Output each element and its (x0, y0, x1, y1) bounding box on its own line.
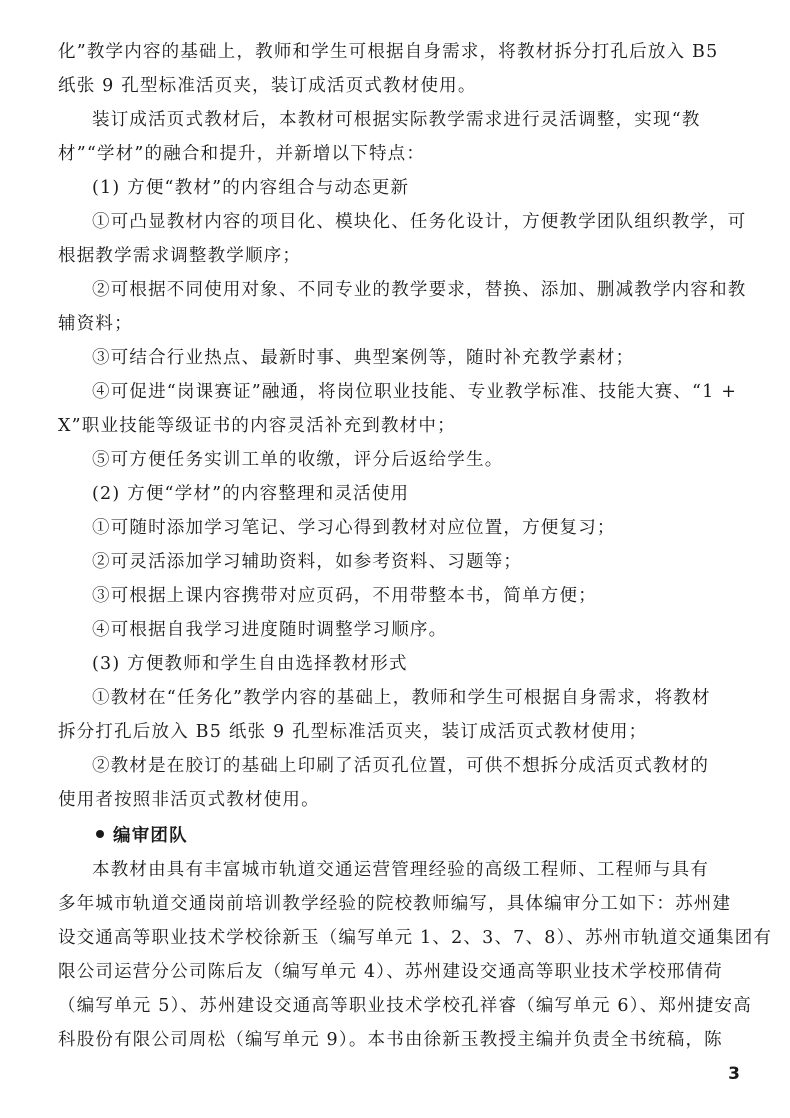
paragraph-line: 使用者按照非活页式教材使用。 (58, 790, 320, 810)
paragraph-line: 设交通高等职业技术学校徐新玉（编写单元 1、2、3、7、8）、苏州市轨道交通集团有 (58, 928, 773, 948)
paragraph-line: ②可根据不同使用对象、不同专业的教学要求，替换、添加、删减教学内容和教 (92, 280, 747, 300)
paragraph-line: 装订成活页式教材后，本教材可根据实际教学需求进行灵活调整，实现“教 (92, 110, 701, 130)
paragraph-line: 本教材由具有丰富城市轨道交通运营管理经验的高级工程师、工程师与具有 (92, 860, 710, 880)
paragraph-line: ④可促进“岗课赛证”融通，将岗位职业技能、专业教学标准、技能大赛、“1 + (92, 382, 738, 402)
paragraph-line: 科股份有限公司周松（编写单元 9）。本书由徐新玉教授主编并负责全书统稿，陈 (58, 1030, 723, 1050)
paragraph-line: （编写单元 5）、苏州建设交通高等职业技术学校孔祥睿（编写单元 6）、郑州捷安高 (58, 996, 752, 1016)
bullet-icon (96, 830, 104, 838)
paragraph-line: ②教材是在胶订的基础上印刷了活页孔位置，可供不想拆分成活页式教材的 (92, 756, 710, 776)
paragraph-line: 拆分打孔后放入 B5 纸张 9 孔型标准活页夹，装订成活页式教材使用； (58, 722, 648, 742)
paragraph-line: 纸张 9 孔型标准活页夹，装订成活页式教材使用。 (58, 76, 477, 96)
section-heading (0, 819, 790, 853)
paragraph-line: ②可灵活添加学习辅助资料，如参考资料、习题等； (92, 552, 523, 572)
subheading-line: (2) 方便“学材”的内容整理和灵活使用 (92, 484, 410, 504)
paragraph-line: ⑤可方便任务实训工单的收缴，评分后返给学生。 (92, 450, 504, 470)
subheading-line: (1) 方便“教材”的内容组合与动态更新 (92, 178, 410, 198)
page-number: 3 (728, 1064, 740, 1084)
paragraph-line: ①教材在“任务化”教学内容的基础上，教师和学生可根据自身需求，将教材 (92, 688, 711, 708)
section-heading-text: 编审团队 (113, 826, 188, 846)
subheading-line: (3) 方便教师和学生自由选择教材形式 (92, 654, 408, 674)
paragraph-line: ①可凸显教材内容的项目化、模块化、任务化设计，方便教学团队组织教学，可 (92, 212, 747, 232)
paragraph-line: 化”教学内容的基础上，教师和学生可根据自身需求，将教材拆分打孔后放入 B5 (58, 42, 719, 62)
paragraph-line: ①可随时添加学习笔记、学习心得到教材对应位置，方便复习； (92, 518, 616, 538)
paragraph-line: 根据教学需求调整教学顺序； (58, 246, 302, 266)
paragraph-line: ③可结合行业热点、最新时事、典型案例等，随时补充教学素材； (92, 348, 635, 368)
paragraph-line: ④可根据自我学习进度随时调整学习顺序。 (92, 620, 448, 640)
paragraph-line: ③可根据上课内容携带对应页码，不用带整本书，简单方便； (92, 586, 597, 606)
paragraph-line: X”职业技能等级证书的内容灵活补充到教材中； (58, 416, 456, 436)
paragraph-line: 多年城市轨道交通岗前培训教学经验的院校教师编写，具体编审分工如下：苏州建 (58, 894, 732, 914)
paragraph-line: 限公司运营分公司陈后友（编写单元 4）、苏州建设交通高等职业技术学校邢倩荷 (58, 962, 723, 982)
paragraph-line: 材”“学材”的融合和提升，并新增以下特点： (58, 144, 426, 164)
paragraph-line: 辅资料； (58, 314, 133, 334)
